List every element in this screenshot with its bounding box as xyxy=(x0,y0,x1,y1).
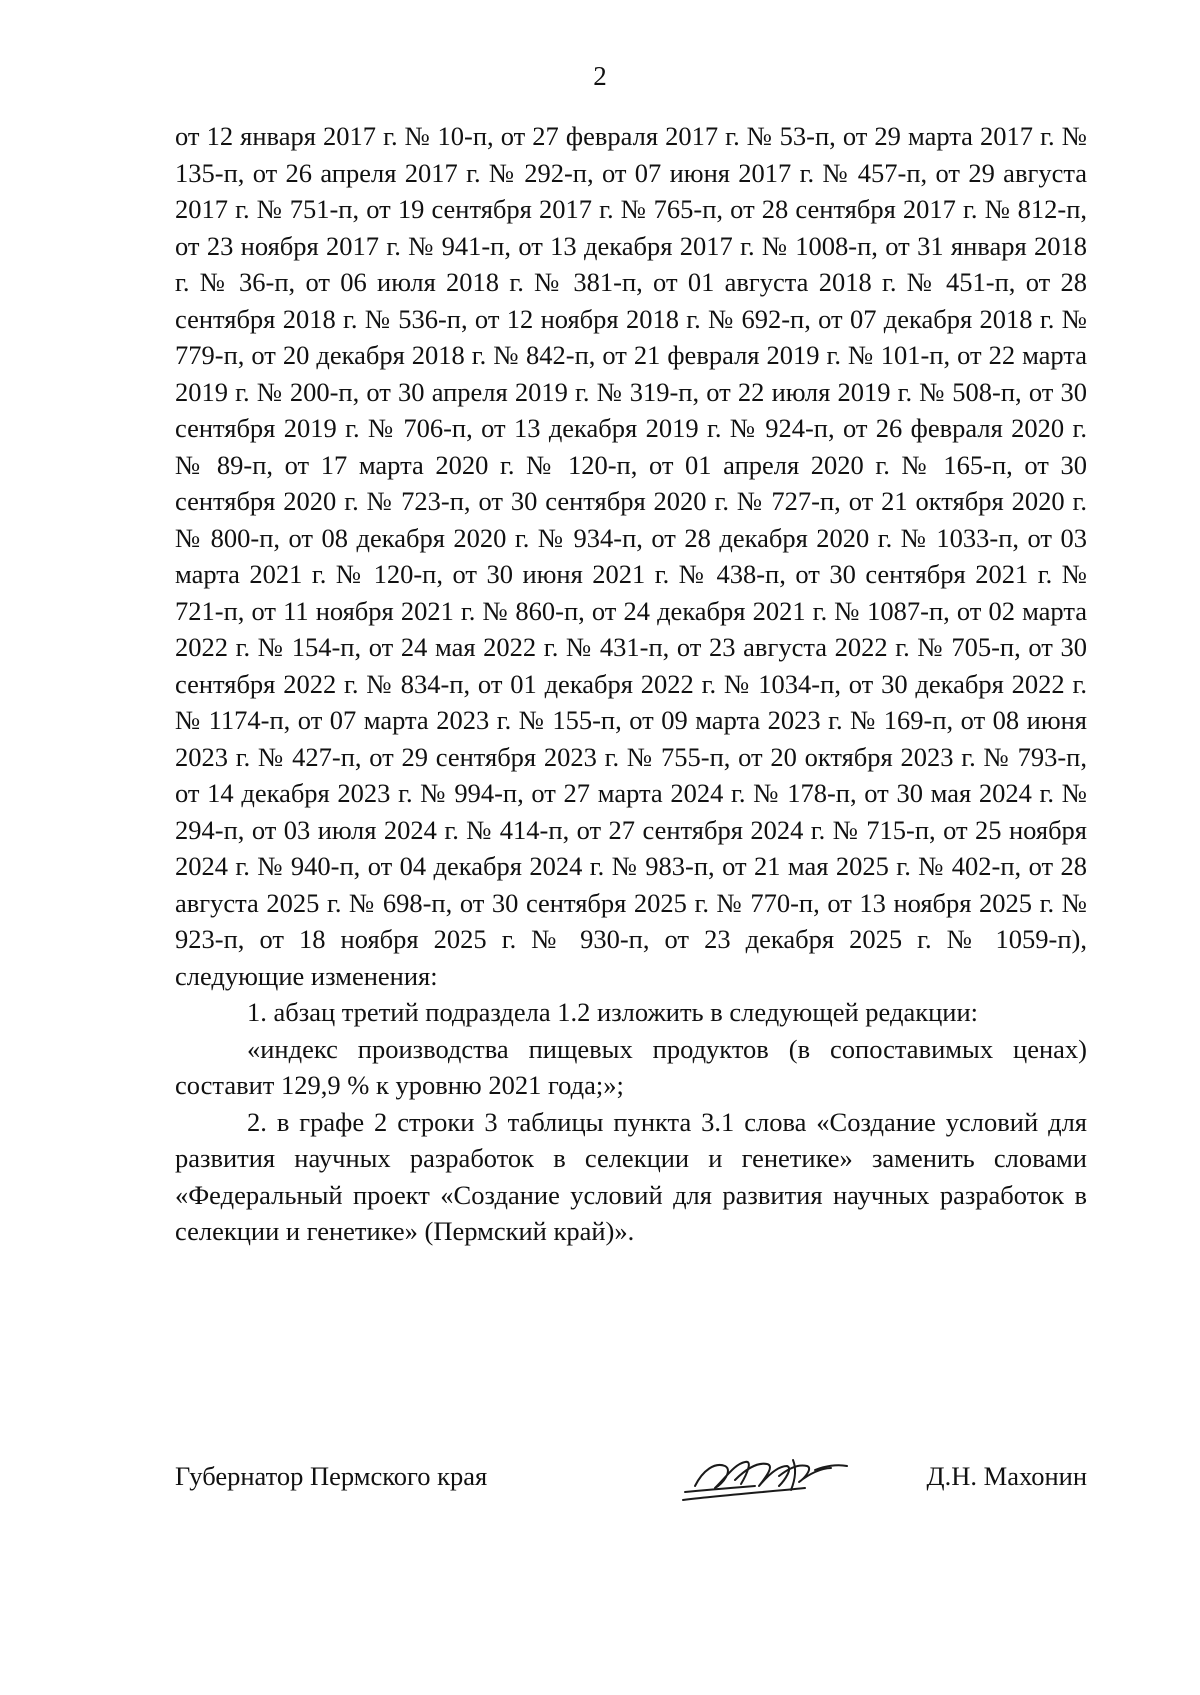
signer-name: Д.Н. Махонин xyxy=(926,1461,1087,1491)
document-body xyxy=(175,118,1087,1250)
amendment-item-1-text: «индекс производства пищевых продуктов (в сопоставимых ценах) составит 129,9 % к уровню 2021 года;»; xyxy=(175,1033,1087,1100)
page-number: 2 xyxy=(593,61,607,91)
amendment-item-1: 1. абзац третий подраздела 1.2 изложить в следующей редакции: xyxy=(247,997,979,1027)
signer-title: Губернатор Пермского края xyxy=(175,1461,488,1491)
amendment-item-2: 2. в графе 2 строки 3 таблицы пункта 3.1 слова «Создание условий для развития научных разработок в селекции и генетике» заменить словами «Федеральный проект «Создание условий для развития научных разработок в селекции и генетике» (Пермский край)». xyxy=(175,1106,1087,1246)
amendment-list-paragraph: от 12 января 2017 г. № 10-п, от 27 февраля 2017 г. № 53-п, от 29 марта 2017 г. № 135-п, от 26 апреля 2017 г. № 292-п, от 07 июня 2017 г. № 457-п, от 29 августа 2017 г. № 751-п, от 19 сентября 2017 г. № 765-п, от 28 сентября 2017 г. № 812-п, от 23 ноября 2017 г. № 941-п, от 13 декабря 2017 г. № 1008-п, от 31 января 2018 г. № 36-п, от 06 июля 2018 г. № 381-п, от 01 августа 2018 г. № 451-п, от 28 сентября 2018 г. № 536-п, от 12 ноября 2018 г. № 692-п, от 07 декабря 2018 г. № 779-п, от 20 декабря 2018 г. № 842-п, от 21 февраля 2019 г. № 101-п, от 22 марта 2019 г. № 200-п, от 30 апреля 2019 г. № 319-п, от 22 июля 2019 г. № 508-п, от 30 сентября 2019 г. № 706-п, от 13 декабря 2019 г. № 924-п, от 26 февраля 2020 г. № 89-п, от 17 марта 2020 г. № 120-п, от 01 апреля 2020 г. № 165-п, от 30 сентября 2020 г. № 723-п, от 30 сентября 2020 г. № 727-п, от 21 октября 2020 г. № 800-п, от 08 декабря 2020 г. № 934-п, от 28 декабря 2020 г. № 1033-п, от 03 марта 2021 г. № 120-п, от 30 июня 2021 г. № 438-п, от 30 сентября 2021 г. № 721-п, от 11 ноября 2021 г. № 860-п, от 24 декабря 2021 г. № 1087-п, от 02 марта 2022 г. № 154-п, от 24 мая 2022 г. № 431-п, от 23 августа 2022 г. № 705-п, от 30 сентября 2022 г. № 834-п, от 01 декабря 2022 г. № 1034-п, от 30 декабря 2022 г. № 1174-п, от 07 марта 2023 г. № 155-п, от 09 марта 2023 г. № 169-п, от 08 июня 2023 г. № 427-п, от 29 сентября 2023 г. № 755-п, от 20 октября 2023 г. № 793-п, от 14 декабря 2023 г. № 994-п, от 27 марта 2024 г. № 178-п, от 30 мая 2024 г. № 294-п, от 03 июля 2024 г. № 414-п, от 27 сентября 2024 г. № 715-п, от 25 ноября 2024 г. № 940-п, от 04 декабря 2024 г. № 983-п, от 21 мая 2025 г. № 402-п, от 28 августа 2025 г. № 698-п, от 30 сентября 2025 г. № 770-п, от 13 ноября 2025 г. № 923-п, от 18 ноября 2025 г. № 930-п, от 23 декабря 2025 г. № 1059-п), следующие изменения: xyxy=(175,121,1087,991)
signature-block xyxy=(175,1440,1087,1520)
handwritten-signature xyxy=(675,1440,855,1510)
